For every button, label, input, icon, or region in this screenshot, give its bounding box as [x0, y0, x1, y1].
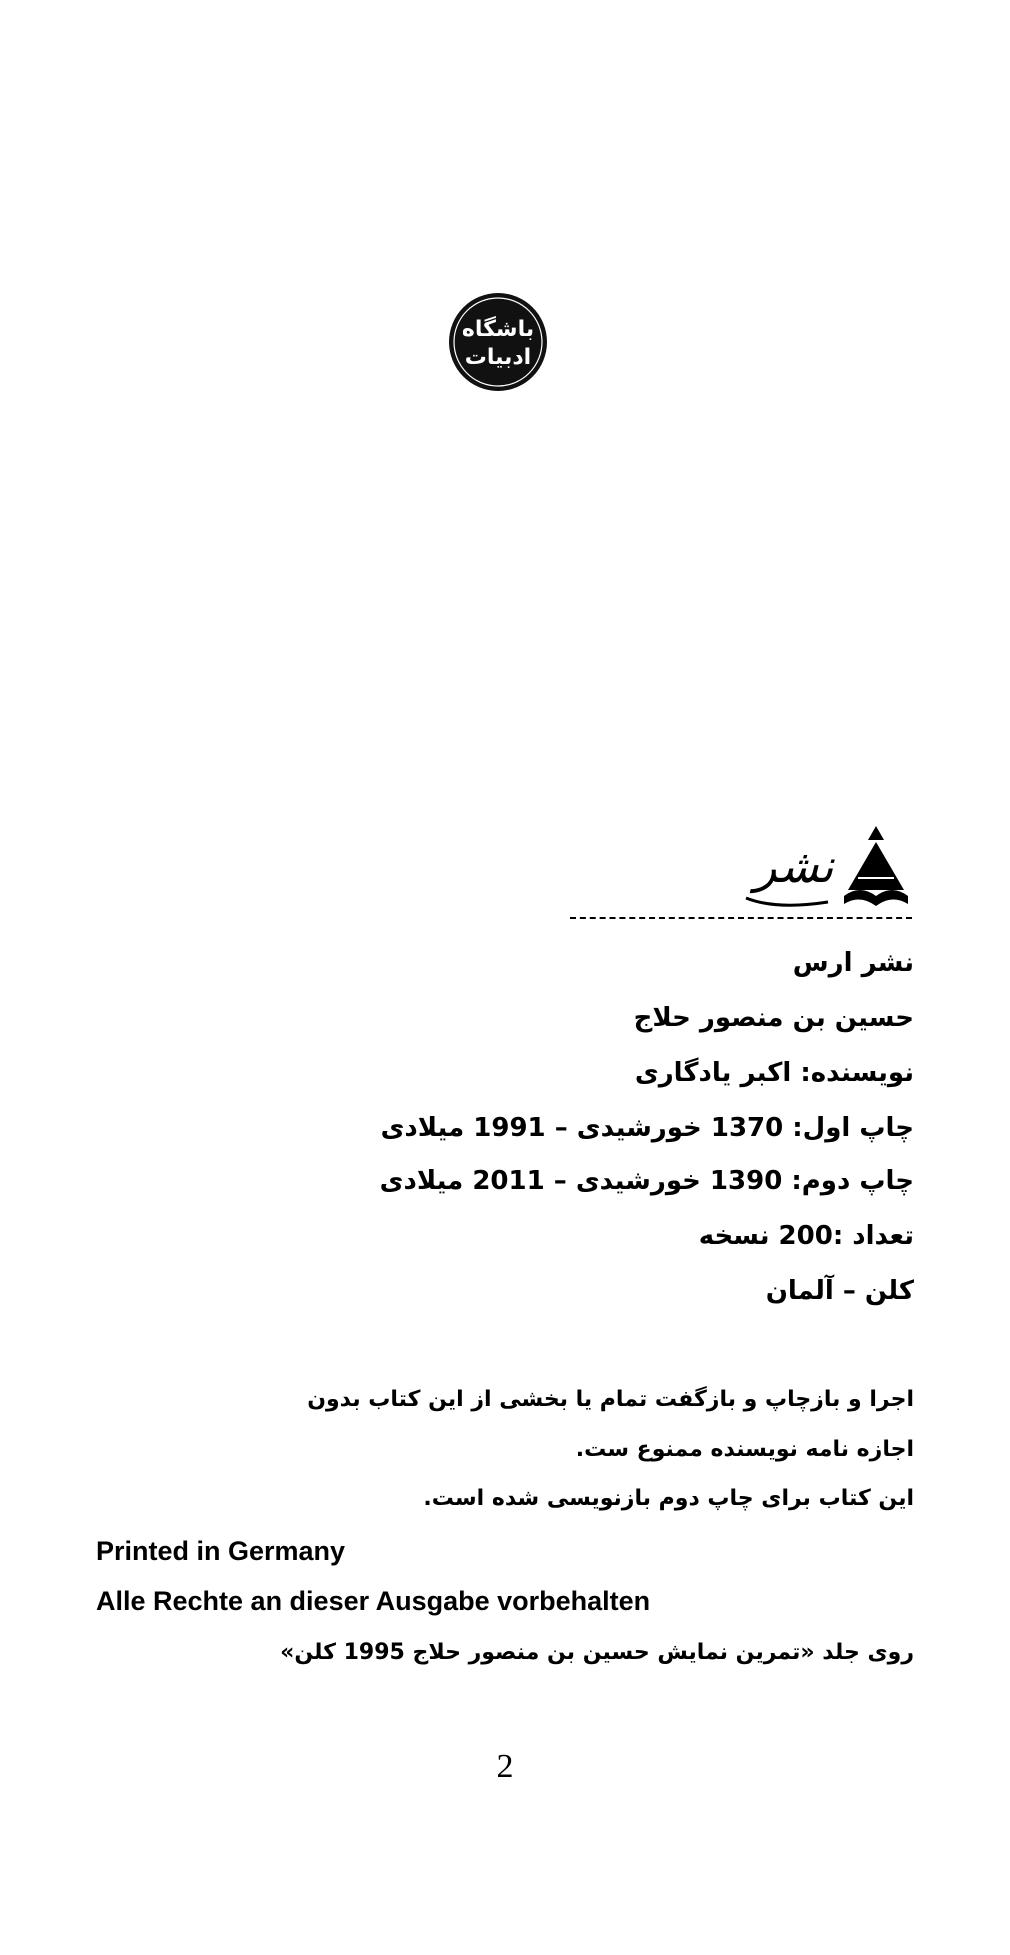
book-title: حسین بن منصور حلاج: [633, 1003, 914, 1033]
first-edition-line: چاپ اول: 1370 خورشیدی – 1991 میلادی: [380, 1113, 914, 1143]
copies-line: تعداد :200 نسخه: [698, 1221, 914, 1251]
club-seal-line1: باشگاه: [461, 317, 535, 342]
author-line: نویسنده: اکبر یادگاری: [634, 1058, 914, 1088]
logo-divider: [570, 917, 912, 919]
notice-line-1: اجرا و بازچاپ و بازگفت تمام یا بخشی از این کتاب بدون: [307, 1387, 914, 1412]
printed-in-line: Printed in Germany: [96, 1536, 346, 1566]
publisher-logo: [736, 818, 916, 914]
rights-line: Alle Rechte an dieser Ausgabe vorbehalten: [96, 1586, 651, 1616]
club-seal-line2: ادبیات: [464, 345, 532, 370]
publisher-logo-text: نشر: [754, 839, 834, 893]
notice-line-2: اجازه نامه نویسنده ممنوع ست.: [575, 1437, 914, 1462]
book-mountain-logo-icon: [844, 826, 908, 906]
place-line: کلن – آلمان: [765, 1276, 914, 1306]
notice-line-3: این کتاب برای چاپ دوم بازنویسی شده است.: [423, 1486, 914, 1511]
cover-note: روی جلد «تمرین نمایش حسین بن منصور حلاج 1995 کلن»: [280, 1640, 914, 1665]
second-edition-line: چاپ دوم: 1390 خورشیدی – 2011 میلادی: [379, 1166, 914, 1196]
page-number: 2: [496, 1748, 514, 1785]
publisher-name: نشر ارس: [792, 948, 914, 978]
club-seal-logo: [448, 292, 548, 392]
